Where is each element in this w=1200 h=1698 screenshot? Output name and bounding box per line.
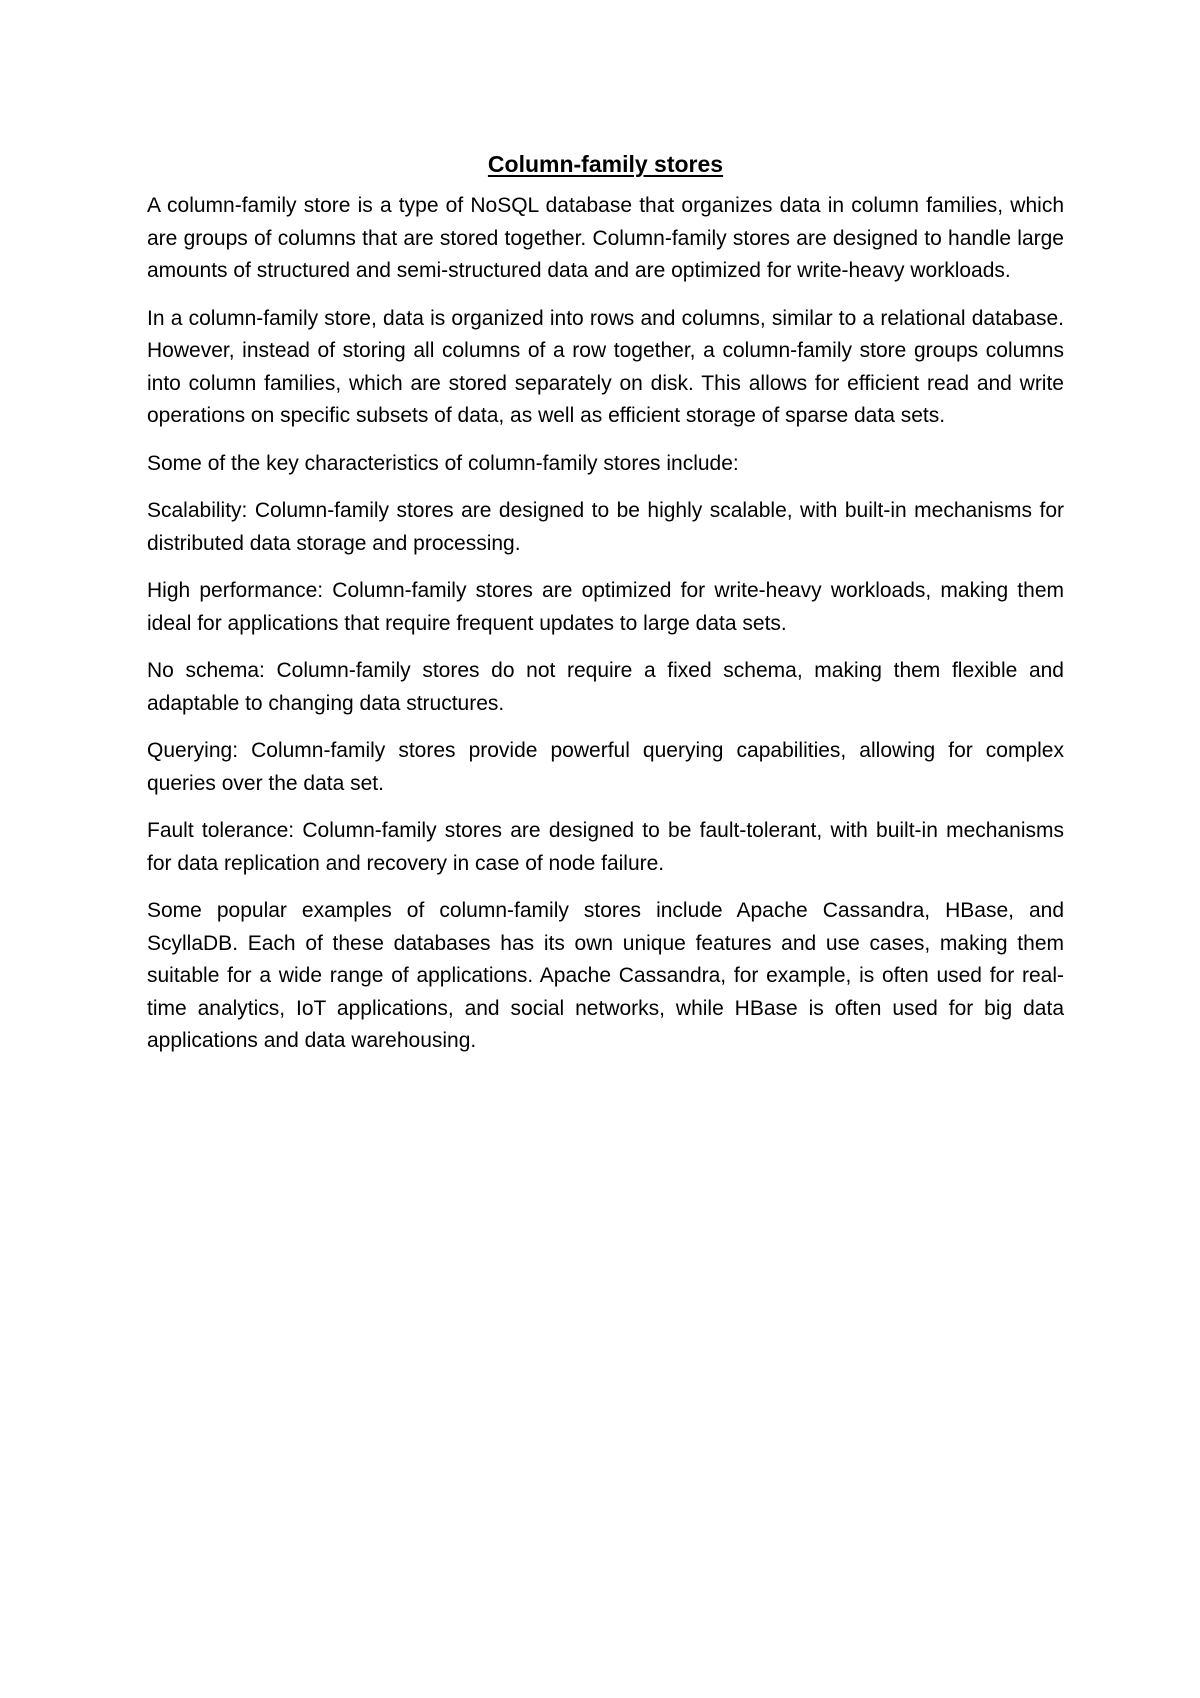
- paragraph-examples: Some popular examples of column-family stores include Apache Cassandra, HBase, and ScyllaDB. Each of these databases has its own unique features and use cases, making them suitable for a wide range of applications. Apache Cassandra, for example, is often used for real-time analytics, IoT applications, and social networks, while HBase is often used for big data applications and data warehousing.: [147, 899, 1064, 1052]
- paragraph-querying: Querying: Column-family stores provide powerful querying capabilities, allowing for complex queries over the data set.: [147, 739, 1064, 795]
- paragraph-no-schema: No schema: Column-family stores do not require a fixed schema, making them flexible and adaptable to changing data structures.: [147, 659, 1064, 715]
- document-body: [147, 148, 1064, 1073]
- paragraph-scalability: Scalability: Column-family stores are designed to be highly scalable, with built-in mechanisms for distributed data storage and processing.: [147, 499, 1064, 555]
- paragraph-intro: A column-family store is a type of NoSQL database that organizes data in column families, which are groups of columns that are stored together. Column-family stores are designed to handle large amounts of structured and semi-structured data and are optimized for write-heavy workloads.: [147, 194, 1064, 282]
- document-title: Column-family stores: [487, 151, 724, 177]
- paragraph-fault-tolerance: Fault tolerance: Column-family stores are designed to be fault-tolerant, with built-in mechanisms for data replication and recovery in case of node failure.: [147, 819, 1064, 875]
- paragraph-high-performance: High performance: Column-family stores are optimized for write-heavy workloads, making them ideal for applications that require frequent updates to large data sets.: [147, 579, 1064, 635]
- paragraph-structure: In a column-family store, data is organized into rows and columns, similar to a relational database. However, instead of storing all columns of a row together, a column-family store groups columns into column families, which are stored separately on disk. This allows for efficient read and write operations on specific subsets of data, as well as efficient storage of sparse data sets.: [147, 306, 1064, 427]
- paragraph-characteristics-intro: Some of the key characteristics of column-family stores include:: [147, 451, 739, 475]
